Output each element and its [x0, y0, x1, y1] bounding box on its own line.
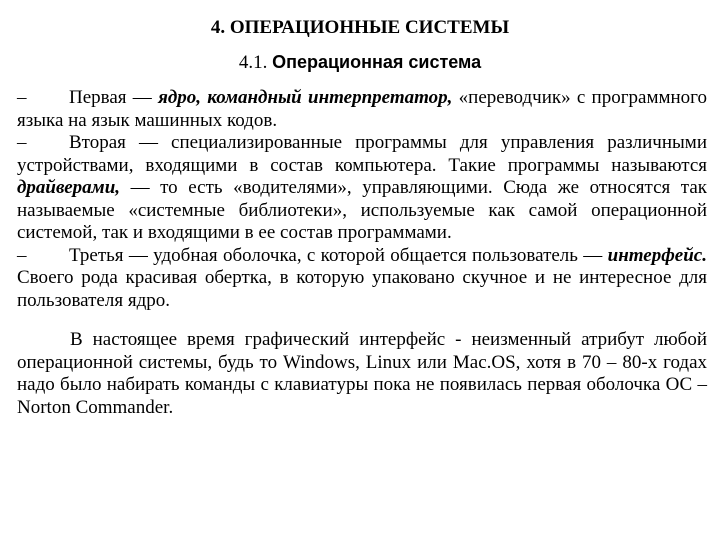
item-emphasis: интерфейс. [607, 244, 707, 266]
section-name: Операционная система [272, 52, 482, 72]
list-dash: – [17, 132, 27, 153]
list-dash: – [17, 87, 27, 108]
section-heading [0, 51, 720, 74]
list-item [17, 132, 707, 245]
closing-paragraph [17, 329, 707, 419]
section-number: 4.1. [238, 52, 268, 73]
item-text: — то есть «водителями», управляющими. Сюда же относятся так называемые «системные библиотеки», используемые как самой операционной системой, так и входящими в ее состав программами. [17, 177, 707, 243]
closing-text: В настоящее время графический интерфейс - неизменный атрибут любой операционной системы, будь то Windows, Linux или Mac.OS, хотя в 70 – 80-х годах надо было набирать команды с клавиатуры пока не появилась первая оболочка ОС – Norton Commander. [17, 329, 707, 418]
body-text [17, 87, 707, 419]
list-dash: – [17, 244, 27, 266]
item-emphasis: драйверами, [17, 177, 121, 198]
item-text: «переводчик» с программного языка на язык машинных кодов. [17, 87, 707, 131]
paragraph-gap [17, 312, 707, 329]
list-item [17, 245, 707, 313]
item-text: Вторая — специализированные программы для управления различными устройствами, входящими в состав компьютера. Такие программы называются [17, 132, 707, 176]
item-text: Своего рода красивая обертка, в которую упаковано скучное и не интересное для пользователя ядро. [17, 267, 707, 311]
item-emphasis: ядро, командный интерпретатор, [158, 87, 453, 108]
list-item [17, 87, 707, 132]
item-text: Третья — удобная оболочка, с которой общается пользователь — [69, 244, 608, 266]
page-title: 4. ОПЕРАЦИОННЫЕ СИСТЕМЫ [210, 17, 510, 38]
item-text: Первая — [69, 87, 159, 108]
